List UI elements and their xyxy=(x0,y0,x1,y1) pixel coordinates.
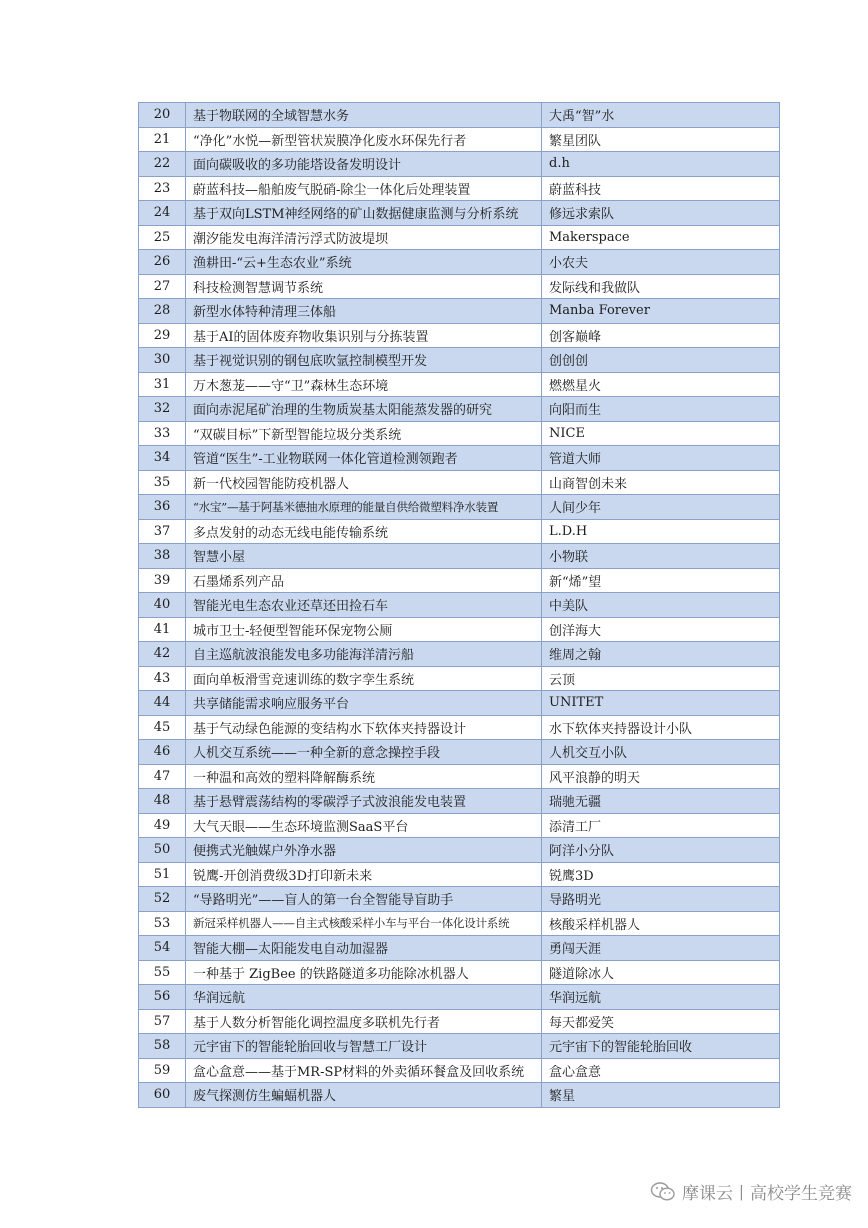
table-row xyxy=(139,911,780,936)
project-name: “双碳目标”下新型智能垃圾分类系统 xyxy=(186,421,542,446)
row-number: 56 xyxy=(139,985,186,1010)
row-number: 41 xyxy=(139,617,186,642)
team-name: 大禹“智”水 xyxy=(542,103,780,128)
row-number: 24 xyxy=(139,201,186,226)
row-number: 40 xyxy=(139,593,186,618)
row-number: 21 xyxy=(139,127,186,152)
project-name: “水宝”—基于阿基米德抽水原理的能量自供给微塑料净水装置 xyxy=(186,495,542,520)
row-number: 35 xyxy=(139,470,186,495)
row-number: 42 xyxy=(139,642,186,667)
table-row xyxy=(139,936,780,961)
table-row xyxy=(139,103,780,128)
project-name: 盒心盒意——基于MR-SP材料的外卖循环餐盒及回收系统 xyxy=(186,1058,542,1083)
row-number: 30 xyxy=(139,348,186,373)
row-number: 33 xyxy=(139,421,186,446)
table-row xyxy=(139,1058,780,1083)
project-name: 面向碳吸收的多功能塔设备发明设计 xyxy=(186,152,542,177)
table-row xyxy=(139,1009,780,1034)
row-number: 27 xyxy=(139,274,186,299)
row-number: 36 xyxy=(139,495,186,520)
team-name: 繁星 xyxy=(542,1083,780,1108)
row-number: 20 xyxy=(139,103,186,128)
team-name: 阿洋小分队 xyxy=(542,838,780,863)
table-row xyxy=(139,568,780,593)
table-row xyxy=(139,764,780,789)
table-row xyxy=(139,274,780,299)
row-number: 26 xyxy=(139,250,186,275)
project-name: 便携式光触媒户外净水器 xyxy=(186,838,542,863)
team-name: 人间少年 xyxy=(542,495,780,520)
team-name: 添清工厂 xyxy=(542,813,780,838)
project-name: 基于双向LSTM神经网络的矿山数据健康监测与分析系统 xyxy=(186,201,542,226)
team-name: 元宇宙下的智能轮胎回收 xyxy=(542,1034,780,1059)
project-name: 蔚蓝科技—船舶废气脱硝-除尘一体化后处理装置 xyxy=(186,176,542,201)
team-name: 山商智创未来 xyxy=(542,470,780,495)
row-number: 29 xyxy=(139,323,186,348)
table-row xyxy=(139,495,780,520)
team-name: 人机交互小队 xyxy=(542,740,780,765)
team-name: L.D.H xyxy=(542,519,780,544)
team-name: 每天都爱笑 xyxy=(542,1009,780,1034)
project-name: 基于AI的固体废弃物收集识别与分拣装置 xyxy=(186,323,542,348)
competition-entries-table xyxy=(138,102,780,1108)
table-row xyxy=(139,470,780,495)
table-row xyxy=(139,152,780,177)
table-row xyxy=(139,519,780,544)
row-number: 53 xyxy=(139,911,186,936)
table-row xyxy=(139,127,780,152)
project-name: 人机交互系统——一种全新的意念操控手段 xyxy=(186,740,542,765)
project-name: “导路明光”——盲人的第一台全智能导盲助手 xyxy=(186,887,542,912)
table-row xyxy=(139,813,780,838)
project-name: 新冠采样机器人——自主式核酸采样小车与平台一体化设计系统 xyxy=(186,911,542,936)
project-name: 面向赤泥尾矿治理的生物质炭基太阳能蒸发器的研究 xyxy=(186,397,542,422)
row-number: 44 xyxy=(139,691,186,716)
table-row xyxy=(139,250,780,275)
table-row xyxy=(139,887,780,912)
table-row xyxy=(139,691,780,716)
project-name: 科技检测智慧调节系统 xyxy=(186,274,542,299)
team-name: 盒心盒意 xyxy=(542,1058,780,1083)
row-number: 39 xyxy=(139,568,186,593)
project-name: 智能光电生态农业还草还田捡石车 xyxy=(186,593,542,618)
team-name: 小农夫 xyxy=(542,250,780,275)
row-number: 58 xyxy=(139,1034,186,1059)
project-name: 基于悬臂震荡结构的零碳浮子式波浪能发电装置 xyxy=(186,789,542,814)
team-name: 发际线和我做队 xyxy=(542,274,780,299)
team-name: 勇闯天涯 xyxy=(542,936,780,961)
table-row xyxy=(139,397,780,422)
row-number: 48 xyxy=(139,789,186,814)
team-name: UNITET xyxy=(542,691,780,716)
table-row xyxy=(139,642,780,667)
table-row xyxy=(139,225,780,250)
row-number: 45 xyxy=(139,715,186,740)
team-name: Manba Forever xyxy=(542,299,780,324)
team-name: 燃燃星火 xyxy=(542,372,780,397)
project-name: 基于气动绿色能源的变结构水下软体夹持器设计 xyxy=(186,715,542,740)
table-row xyxy=(139,348,780,373)
team-name: d.h xyxy=(542,152,780,177)
row-number: 52 xyxy=(139,887,186,912)
team-name: 瑞驰无疆 xyxy=(542,789,780,814)
project-name: 废气探测仿生蝙蝠机器人 xyxy=(186,1083,542,1108)
table-row xyxy=(139,176,780,201)
team-name: 创客巅峰 xyxy=(542,323,780,348)
team-name: 中美队 xyxy=(542,593,780,618)
team-name: 向阳而生 xyxy=(542,397,780,422)
project-name: 基于视觉识别的钢包底吹氩控制模型开发 xyxy=(186,348,542,373)
project-name: 一种基于 ZigBee 的铁路隧道多功能除冰机器人 xyxy=(186,960,542,985)
project-name: 元宇宙下的智能轮胎回收与智慧工厂设计 xyxy=(186,1034,542,1059)
project-name: 城市卫士-轻便型智能环保宠物公厕 xyxy=(186,617,542,642)
team-name: NICE xyxy=(542,421,780,446)
team-name: 云顶 xyxy=(542,666,780,691)
table-row xyxy=(139,323,780,348)
project-name: 一种温和高效的塑料降解酶系统 xyxy=(186,764,542,789)
row-number: 34 xyxy=(139,446,186,471)
table-row xyxy=(139,862,780,887)
row-number: 47 xyxy=(139,764,186,789)
table-row xyxy=(139,960,780,985)
team-name: 小物联 xyxy=(542,544,780,569)
table-row xyxy=(139,740,780,765)
row-number: 23 xyxy=(139,176,186,201)
row-number: 22 xyxy=(139,152,186,177)
table-row xyxy=(139,715,780,740)
wechat-icon xyxy=(650,1181,676,1203)
table-row xyxy=(139,593,780,618)
project-name: 面向单板滑雪竞速训练的数字孪生系统 xyxy=(186,666,542,691)
project-name: 潮汐能发电海洋清污浮式防波堤坝 xyxy=(186,225,542,250)
table-row xyxy=(139,299,780,324)
team-name: 蔚蓝科技 xyxy=(542,176,780,201)
table-row xyxy=(139,201,780,226)
team-name: 华润远航 xyxy=(542,985,780,1010)
team-name: 维周之翰 xyxy=(542,642,780,667)
project-name: 基于物联网的全域智慧水务 xyxy=(186,103,542,128)
row-number: 31 xyxy=(139,372,186,397)
row-number: 57 xyxy=(139,1009,186,1034)
project-name: 华润远航 xyxy=(186,985,542,1010)
project-name: “净化”水悦—新型管状炭膜净化废水环保先行者 xyxy=(186,127,542,152)
team-name: 导路明光 xyxy=(542,887,780,912)
project-name: 智慧小屋 xyxy=(186,544,542,569)
table-row xyxy=(139,789,780,814)
table-row xyxy=(139,1034,780,1059)
row-number: 50 xyxy=(139,838,186,863)
project-name: 万木葱茏——守“卫”森林生态环境 xyxy=(186,372,542,397)
table-row xyxy=(139,666,780,691)
row-number: 49 xyxy=(139,813,186,838)
row-number: 37 xyxy=(139,519,186,544)
row-number: 60 xyxy=(139,1083,186,1108)
table-row xyxy=(139,372,780,397)
project-name: 渔耕田-“云+生态农业”系统 xyxy=(186,250,542,275)
row-number: 25 xyxy=(139,225,186,250)
project-name: 锐鹰-开创消费级3D打印新未来 xyxy=(186,862,542,887)
project-name: 新一代校园智能防疫机器人 xyxy=(186,470,542,495)
table-row xyxy=(139,985,780,1010)
project-name: 基于人数分析智能化调控温度多联机先行者 xyxy=(186,1009,542,1034)
project-name: 多点发射的动态无线电能传输系统 xyxy=(186,519,542,544)
table-row xyxy=(139,544,780,569)
row-number: 43 xyxy=(139,666,186,691)
team-name: 繁星团队 xyxy=(542,127,780,152)
project-name: 大气天眼——生态环境监测SaaS平台 xyxy=(186,813,542,838)
team-name: 创创创 xyxy=(542,348,780,373)
table-row xyxy=(139,838,780,863)
project-name: 管道“医生”-工业物联网一体化管道检测领跑者 xyxy=(186,446,542,471)
watermark-text: 摩课云丨高校学生竞赛 xyxy=(682,1184,852,1204)
row-number: 28 xyxy=(139,299,186,324)
project-name: 共享储能需求响应服务平台 xyxy=(186,691,542,716)
row-number: 51 xyxy=(139,862,186,887)
project-name: 自主巡航波浪能发电多功能海洋清污船 xyxy=(186,642,542,667)
project-name: 石墨烯系列产品 xyxy=(186,568,542,593)
team-name: 隧道除冰人 xyxy=(542,960,780,985)
team-name: 核酸采样机器人 xyxy=(542,911,780,936)
team-name: 水下软体夹持器设计小队 xyxy=(542,715,780,740)
project-name: 智能大棚—太阳能发电自动加湿器 xyxy=(186,936,542,961)
table-row xyxy=(139,617,780,642)
team-name: 修远求索队 xyxy=(542,201,780,226)
watermark xyxy=(650,1179,852,1204)
row-number: 46 xyxy=(139,740,186,765)
team-name: 锐鹰3D xyxy=(542,862,780,887)
row-number: 54 xyxy=(139,936,186,961)
team-name: Makerspace xyxy=(542,225,780,250)
row-number: 59 xyxy=(139,1058,186,1083)
team-name: 创洋海大 xyxy=(542,617,780,642)
row-number: 38 xyxy=(139,544,186,569)
project-name: 新型水体特种清理三体船 xyxy=(186,299,542,324)
team-name: 风平浪静的明天 xyxy=(542,764,780,789)
table-row xyxy=(139,446,780,471)
table-row xyxy=(139,1083,780,1108)
team-name: 管道大师 xyxy=(542,446,780,471)
table-row xyxy=(139,421,780,446)
row-number: 55 xyxy=(139,960,186,985)
row-number: 32 xyxy=(139,397,186,422)
team-name: 新“烯”望 xyxy=(542,568,780,593)
